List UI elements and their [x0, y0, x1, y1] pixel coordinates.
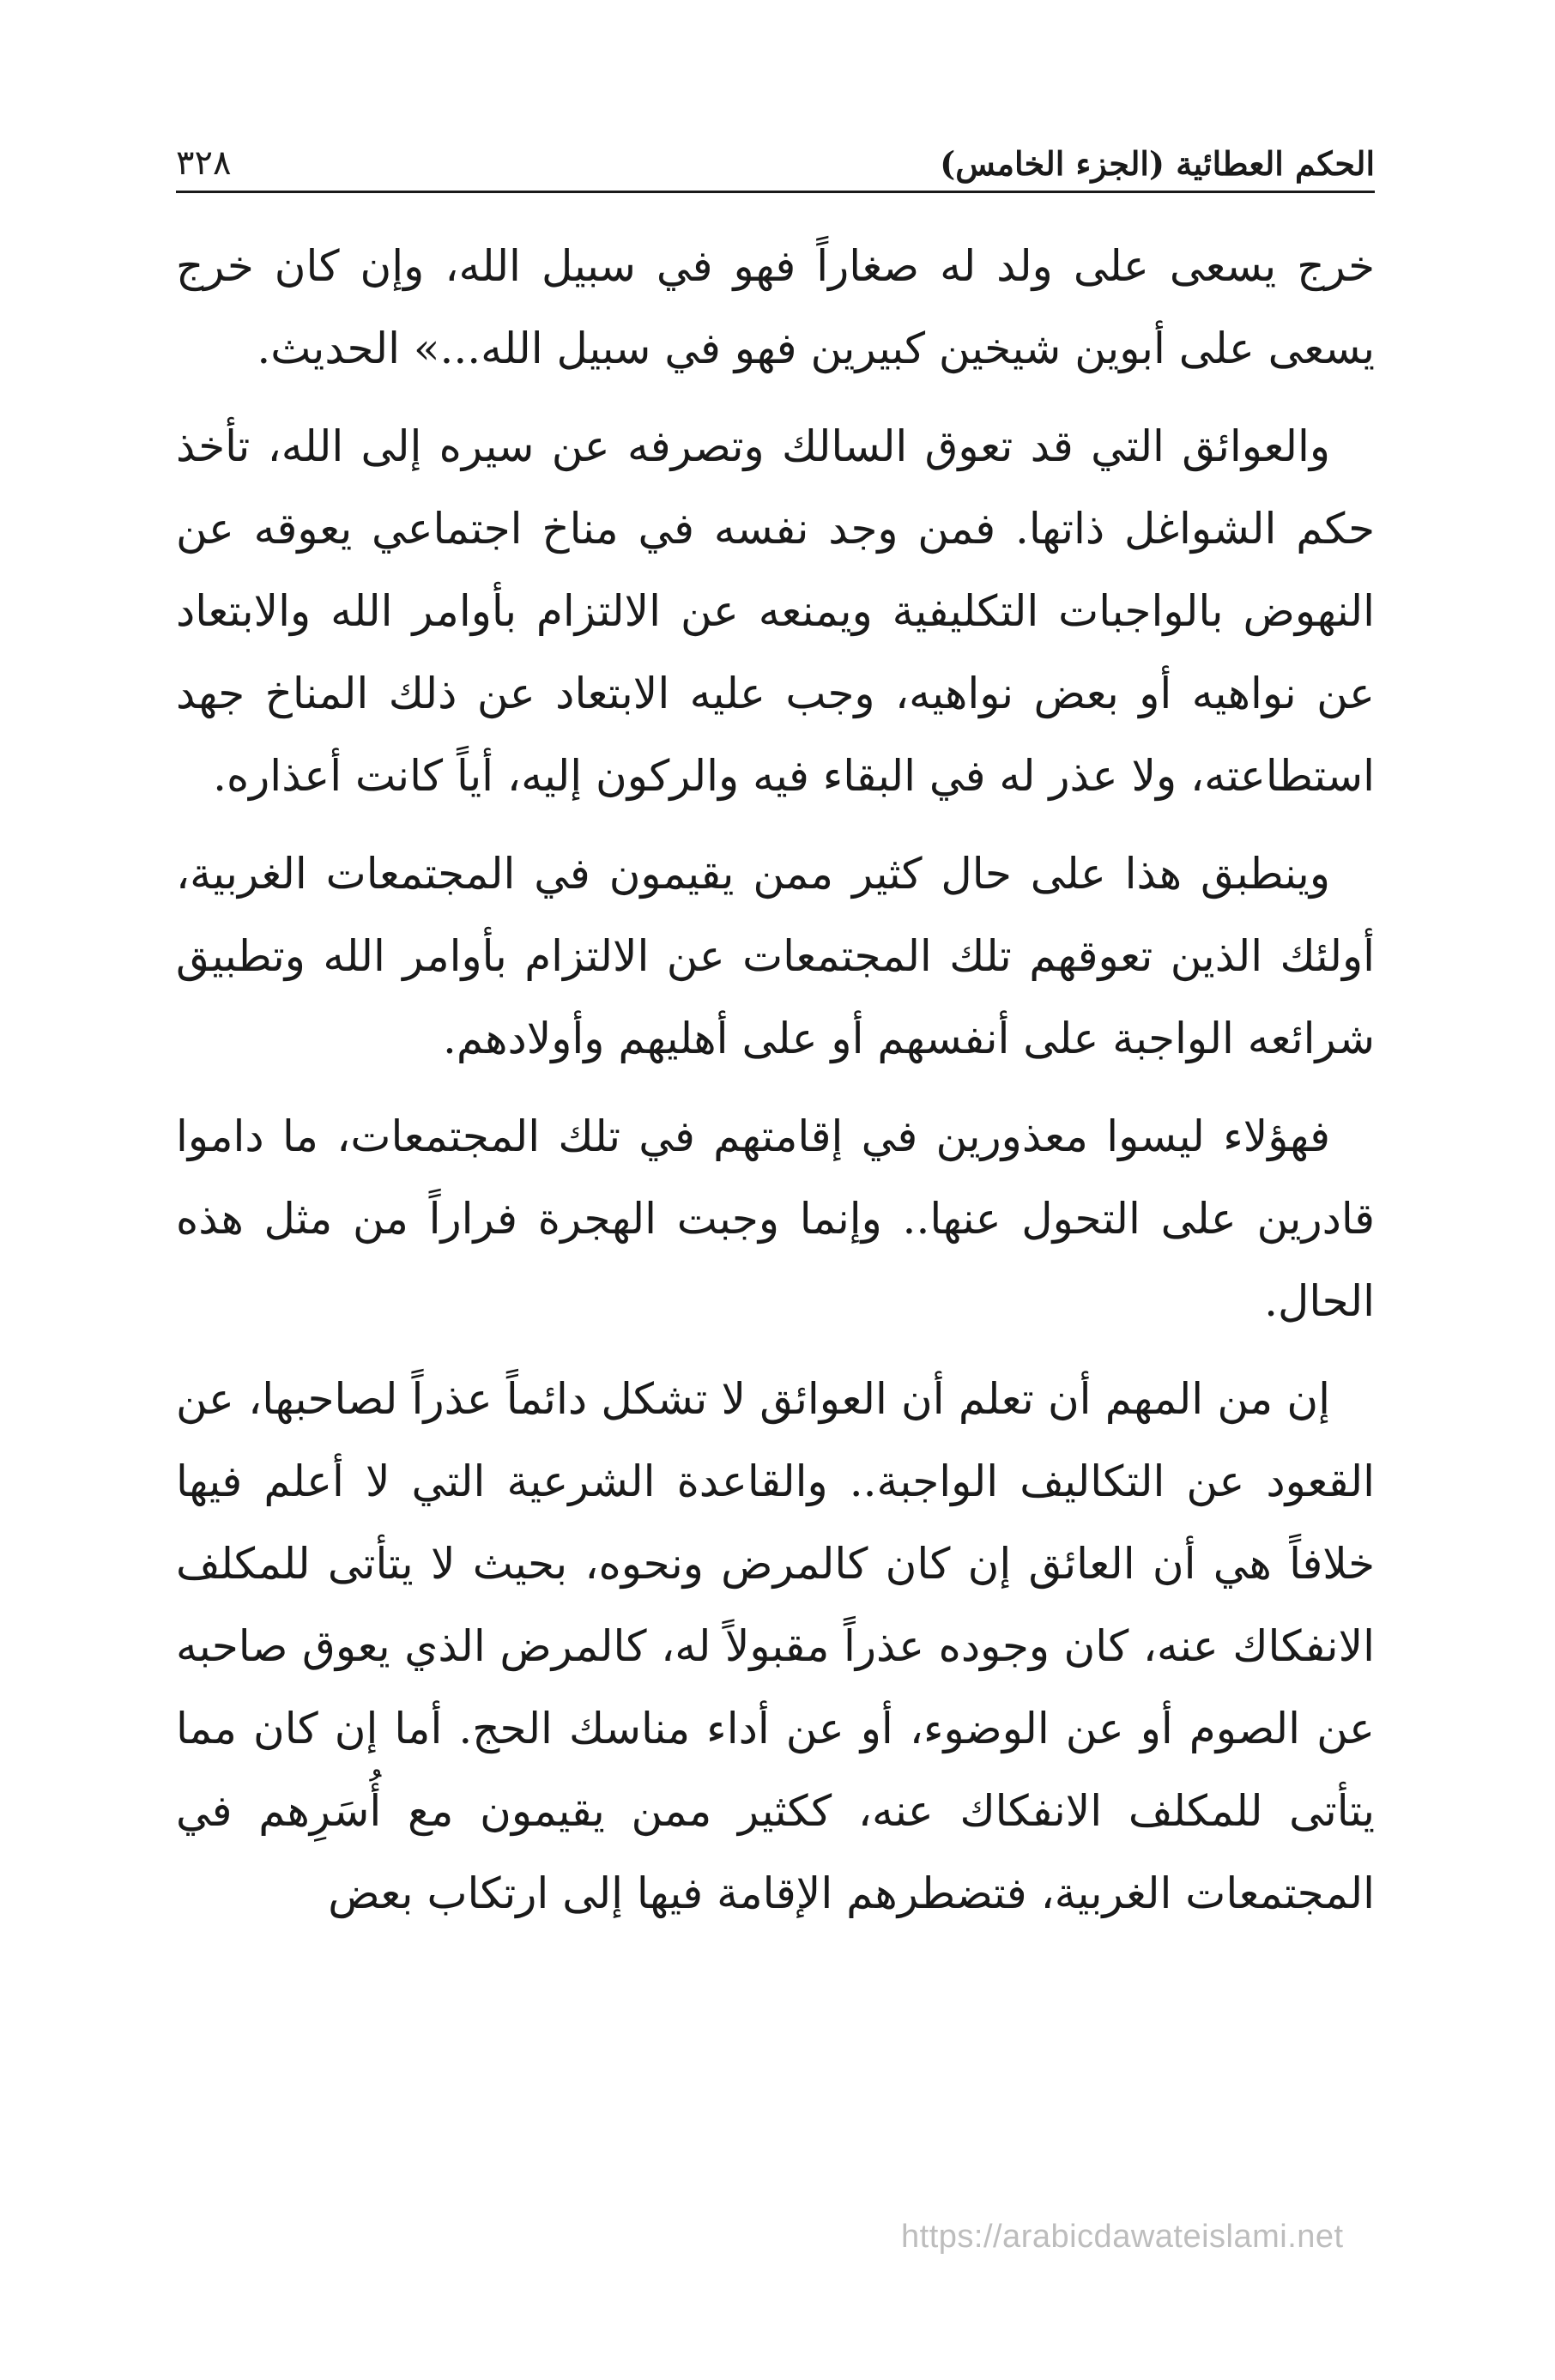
watermark-url: https://arabicdawateislami.net	[901, 2219, 1344, 2255]
body-text	[176, 225, 1375, 1950]
header-rule	[176, 191, 1375, 193]
paragraph-4: فهؤلاء ليسوا معذورين في إقامتهم في تلك المجتمعات، ما داموا قادرين على التحول عنها.. وإنما وجبت الهجرة فراراً من مثل هذه الحال.	[176, 1111, 1375, 1326]
page-header	[176, 129, 1375, 183]
running-title: الحكم العطائية (الجزء الخامس)	[940, 144, 1375, 183]
paragraph-2: والعوائق التي قد تعوق السالك وتصرفه عن سيره إلى الله، تأخذ حكم الشواغل ذاتها. فمن وجد نفسه في مناخ اجتماعي يعوقه عن النهوض بالواجبات التكليفية ويمنعه عن الالتزام بأوامر الله والابتعاد عن نواهيه أو بعض نواهيه، وجب عليه الابتعاد عن ذلك المناخ جهد استطاعته، ولا عذر له في البقاء فيه والركون إليه، أياً كانت أعذاره.	[176, 421, 1375, 801]
paragraph-1: خرج يسعى على ولد له صغاراً فهو في سبيل الله، وإن كان خرج يسعى على أبوين شيخين كبيرين فهو في سبيل الله...» الحديث.	[176, 241, 1375, 373]
paragraph-5: إن من المهم أن تعلم أن العوائق لا تشكل دائماً عذراً لصاحبها، عن القعود عن التكاليف الواجبة.. والقاعدة الشرعية التي لا أعلم فيها خلافاً هي أن العائق إن كان كالمرض ونحوه، بحيث لا يتأتى للمكلف الانفكاك عنه، كان وجوده عذراً مقبولاً له، كالمرض الذي يعوق صاحبه عن الصوم أو عن الوضوء، أو عن أداء مناسك الحج. أما إن كان مما يتأتى للمكلف الانفكاك عنه، ككثير ممن يقيمون مع أُسَرِهم في المجتمعات الغربية، فتضطرهم الإقامة فيها إلى ارتكاب بعض	[176, 1374, 1375, 1918]
page-number: ٣٢٨	[176, 143, 232, 183]
paragraph-3: وينطبق هذا على حال كثير ممن يقيمون في المجتمعات الغربية، أولئك الذين تعوقهم تلك المجتمعات عن الالتزام بأوامر الله وتطبيق شرائعه الواجبة على أنفسهم أو على أهليهم وأولادهم.	[176, 849, 1375, 1063]
